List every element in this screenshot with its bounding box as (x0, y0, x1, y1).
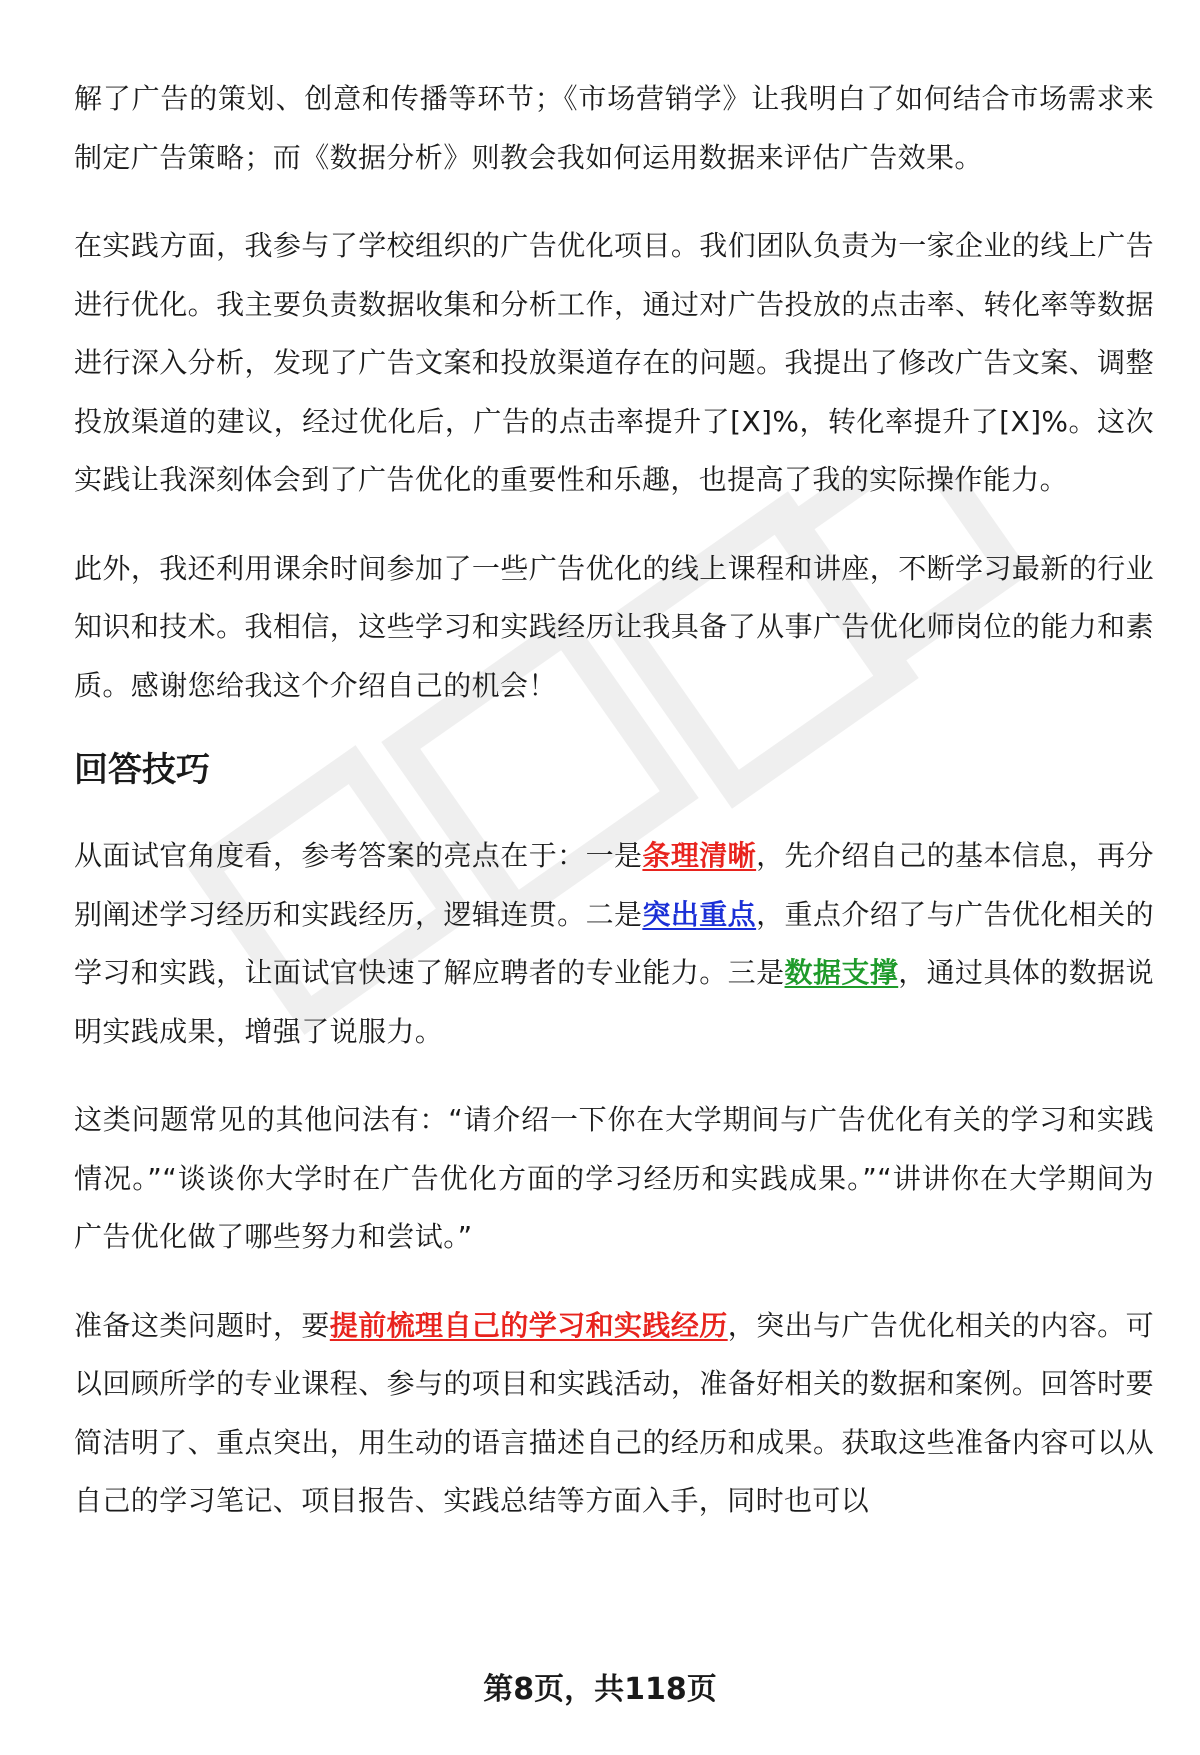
text-segment: 准备这类问题时，要 (74, 1308, 330, 1342)
paragraph-extra-learning: 此外，我还利用课余时间参加了一些广告优化的线上课程和讲座，不断学习最新的行业知识和技术。我相信，这些学习和实践经历让我具备了从事广告优化师岗位的能力和素质。感谢您给我这个介绍自己的机会！ (74, 551, 1154, 702)
section-heading: 回答技巧 (74, 750, 210, 790)
text-segment: ，突出与广告优化相关的内容。可以回顾所学的专业课程、参与的项目和实践活动，准备好相关的数据和案例。回答时要简洁明了、重点突出，用生动的语言描述自己的经历和成果。获取这些准备内容可以从自己的学习笔记、项目报告、实践总结等方面入手，同时也可以 (74, 1308, 1154, 1517)
paragraph-highlights (74, 827, 1154, 1061)
paragraph-course-learning: 解了广告的策划、创意和传播等环节；《市场营销学》让我明白了如何结合市场需求来制定广告策略；而《数据分析》则教会我如何运用数据来评估广告效果。 (74, 82, 1154, 174)
highlight-red: 提前梳理自己的学习和实践经历 (329, 1308, 728, 1342)
highlight-blue: 突出重点 (642, 897, 757, 931)
text-segment: 从面试官角度看，参考答案的亮点在于：一是 (74, 839, 643, 872)
text-segment: ，重点介绍了与广告优化相关的学习和实践，让面试官快速了解应聘者的专业能力。三是 (74, 897, 1154, 989)
document-body (74, 70, 1154, 1561)
text-segment: ，先介绍自己的基本信息，再分别阐述学习经历和实践经历，逻辑连贯。二是 (74, 839, 1154, 931)
highlight-green: 数据支撑 (784, 956, 899, 989)
text-segment: ，通过具体的数据说明实践成果，增强了说服力。 (74, 956, 1154, 1048)
highlight-red: 条理清晰 (642, 839, 757, 872)
paragraph-preparation (74, 1297, 1154, 1531)
paragraph-alternative-questions: 这类问题常见的其他问法有：“请介绍一下你在大学期间与广告优化有关的学习和实践情况。”“谈谈你大学时在广告优化方面的学习经历和实践成果。”“讲讲你在大学期间为广告优化做了哪些努力和尝试。” (74, 1103, 1154, 1253)
page-footer: 第8页，共118页 (483, 1672, 717, 1707)
paragraph-practice: 在实践方面，我参与了学校组织的广告优化项目。我们团队负责为一家企业的线上广告进行优化。我主要负责数据收集和分析工作，通过对广告投放的点击率、转化率等数据进行深入分析，发现了广告文案和投放渠道存在的问题。我提出了修改广告文案、调整投放渠道的建议，经过优化后，广告的点击率提升了[X]%，转化率提升了[X]%。这次实践让我深刻体会到了广告优化的重要性和乐趣，也提高了我的实际操作能力。 (74, 229, 1154, 496)
